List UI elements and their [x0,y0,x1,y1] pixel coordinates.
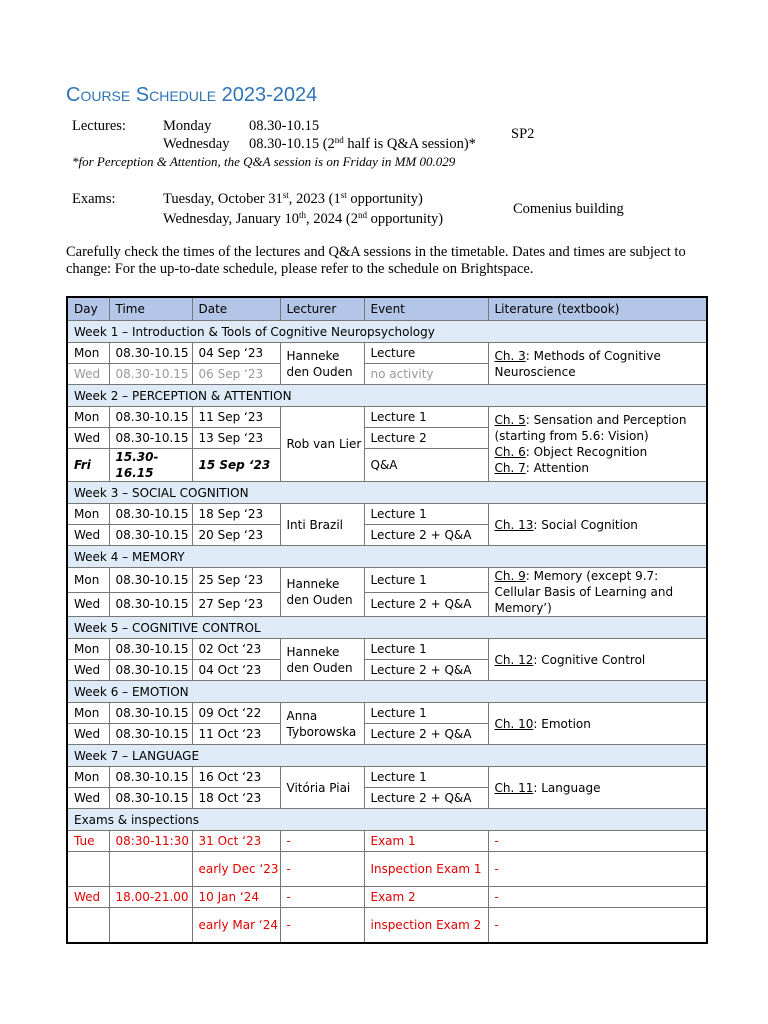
table-row: early Dec ‘23 - Inspection Exam 1 - [67,852,707,887]
week-header: Week 2 – PERCEPTION & ATTENTION [67,385,707,407]
lecturer-cell: Anna Tyborowska [280,703,364,745]
lecturer-cell: Inti Brazil [280,504,364,546]
table-row: Mon 08.30-10.15 18 Sep ‘23 Inti Brazil Lecture 1 Ch. 13: Social Cognition [67,504,707,525]
table-row: Wed 08.30-10.15 20 Sep ‘23 Lecture 2 + Q&A [67,525,707,546]
lecturer-cell: Hanneke den Ouden [280,343,364,385]
week-header: Week 5 – COGNITIVE CONTROL [67,617,707,639]
lecturer-cell: Rob van Lier [280,407,364,482]
table-row: Fri 15.30-16.15 15 Sep ‘23 Q&A [67,449,707,482]
table-row: Wed 08.30-10.15 13 Sep ‘23 Lecture 2 [67,428,707,449]
week-header: Week 7 – LANGUAGE [67,745,707,767]
exams-label: Exams: [72,191,116,207]
header-lecturer: Lecturer [280,297,364,321]
literature-cell: Ch. 11: Language [488,767,707,809]
exam-line-1: Tuesday, October 31st, 2023 (1st opportunity) [163,190,423,207]
lecturer-cell: Hanneke den Ouden [280,568,364,617]
literature-cell: Ch. 5: Sensation and Perception (starting from 5.6: Vision) Ch. 6: Object Recognition Ch. 7: Attention [488,407,707,482]
literature-cell: Ch. 13: Social Cognition [488,504,707,546]
exams-header: Exams & inspections [67,809,707,831]
lectures-label: Lectures: [72,118,126,134]
table-row: Wed 08.30-10.15 11 Oct ‘23 Lecture 2 + Q&A [67,724,707,745]
week-header: Week 3 – SOCIAL COGNITION [67,482,707,504]
week-header: Week 4 – MEMORY [67,546,707,568]
table-row: Wed 08.30-10.15 06 Sep ‘23 no activity [67,364,707,385]
schedule-table [66,296,708,944]
exam-location: Comenius building [513,201,624,217]
lecturer-cell: Vitória Piai [280,767,364,809]
table-row: Wed 18.00-21.00 10 Jan ‘24 - Exam 2 - [67,887,707,908]
table-row: Tue 08:30-11:30 31 Oct ‘23 - Exam 1 - [67,831,707,852]
intro-paragraph: Carefully check the times of the lectures and Q&A sessions in the timetable. Dates and times are subject to change: For the up-to-date schedule, please refer to the schedule on Brightspace. [66,244,686,277]
header-date: Date [192,297,280,321]
literature-cell: Ch. 9: Memory (except 9.7: Cellular Basis of Learning and Memory’) [488,568,707,617]
week-header: Week 1 – Introduction & Tools of Cognitive Neuropsychology [67,321,707,343]
table-row: early Mar ‘24 - inspection Exam 2 - [67,908,707,944]
lecture-time-2: 08.30-10.15 (2nd half is Q&A session)* [249,135,476,152]
table-row: Wed 08.30-10.15 18 Oct ‘23 Lecture 2 + Q&A [67,788,707,809]
week-header: Week 6 – EMOTION [67,681,707,703]
lecturer-cell: Hanneke den Ouden [280,639,364,681]
header-event: Event [364,297,488,321]
lecture-day-2: Wednesday [163,136,230,152]
table-row: Mon 08.30-10.15 25 Sep ‘23 Hanneke den Ouden Lecture 1 Ch. 9: Memory (except 9.7: Cellular Basis of Learning and Memory’) [67,568,707,593]
table-row: Wed 08.30-10.15 04 Oct ‘23 Lecture 2 + Q&A [67,660,707,681]
table-row: Mon 08.30-10.15 04 Sep ‘23 Hanneke den Ouden Lecture Ch. 3: Methods of Cognitive Neuroscience [67,343,707,364]
header-time: Time [109,297,192,321]
literature-cell: Ch. 12: Cognitive Control [488,639,707,681]
exam-line-2: Wednesday, January 10th, 2024 (2nd opportunity) [163,210,444,227]
page-title: Course Schedule 2023-2024 [66,84,318,106]
table-row: Wed 08.30-10.15 27 Sep ‘23 Lecture 2 + Q&A [67,592,707,617]
literature-cell: Ch. 10: Emotion [488,703,707,745]
table-row: Mon 08.30-10.15 09 Oct ‘22 Anna Tyborowska Lecture 1 Ch. 10: Emotion [67,703,707,724]
table-row: Mon 08.30-10.15 02 Oct ‘23 Hanneke den Ouden Lecture 1 Ch. 12: Cognitive Control [67,639,707,660]
lecture-note: *for Perception & Attention, the Q&A session is on Friday in MM 00.029 [72,154,456,169]
table-row: Mon 08.30-10.15 16 Oct ‘23 Vitória Piai Lecture 1 Ch. 11: Language [67,767,707,788]
lecture-day-1: Monday [163,118,212,134]
lecture-room: SP2 [511,126,535,142]
table-row: Mon 08.30-10.15 11 Sep ‘23 Rob van Lier Lecture 1 Ch. 5: Sensation and Perception (starting from 5.6: Vision) Ch. 6: Object Recognition Ch. 7: Attention [67,407,707,428]
lecture-time-1: 08.30-10.15 [249,118,320,134]
literature-cell: Ch. 3: Methods of Cognitive Neuroscience [488,343,707,385]
header-day: Day [67,297,109,321]
table-header-row [67,297,707,321]
header-literature: Literature (textbook) [488,297,707,321]
